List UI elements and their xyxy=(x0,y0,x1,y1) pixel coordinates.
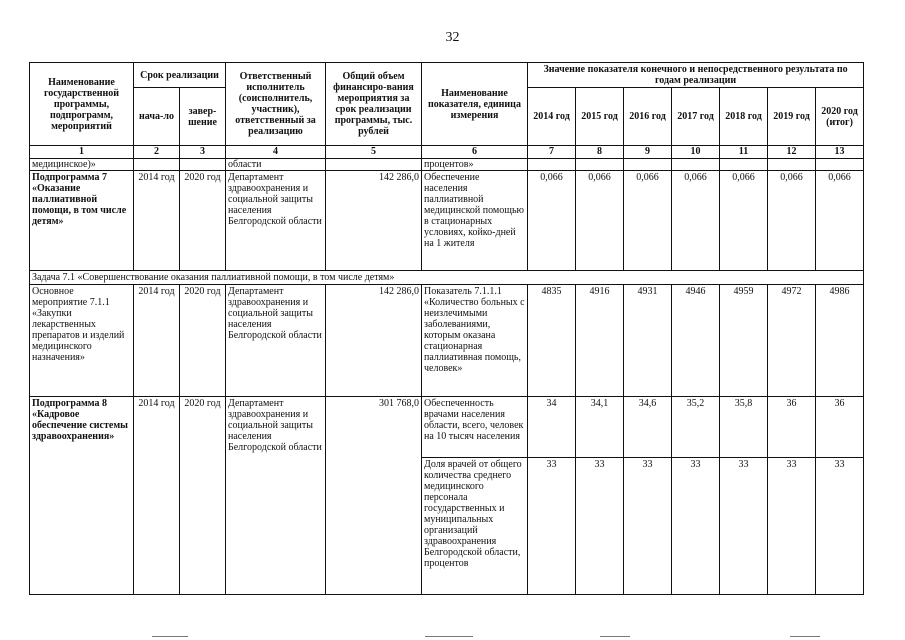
row-value: 33 xyxy=(672,458,720,595)
column-number: 1 xyxy=(30,146,134,159)
header-start: нача-ло xyxy=(134,88,180,146)
row-start: 2014 год xyxy=(134,285,180,397)
header-name: Наименование государственной программы, подпрограмм, мероприятий xyxy=(30,63,134,146)
row-name: Основное мероприятие 7.1.1 «Закупки лекарственных препаратов и изделий медицинского назначения» xyxy=(30,285,134,397)
column-numbers-row xyxy=(30,146,864,159)
row-value: 0,066 xyxy=(768,171,816,271)
row-value: 0,066 xyxy=(528,171,576,271)
column-number: 4 xyxy=(226,146,326,159)
row-value: 0,066 xyxy=(720,171,768,271)
row-value: 0,066 xyxy=(576,171,624,271)
column-number: 5 xyxy=(326,146,422,159)
header-year: 2015 год xyxy=(576,88,624,146)
row-value: 33 xyxy=(720,458,768,595)
scan-artifact-line xyxy=(790,636,820,637)
scan-artifact-line xyxy=(152,636,188,637)
row-value: 35,8 xyxy=(720,397,768,458)
row-value: 4972 xyxy=(768,285,816,397)
scan-artifact-line xyxy=(425,636,473,637)
column-number: 6 xyxy=(422,146,528,159)
continuation-name: медицинское)» xyxy=(30,159,134,171)
header-year: 2014 год xyxy=(528,88,576,146)
header-values-group: Значение показателя конечного и непосредственного результата по годам реализации xyxy=(528,63,864,88)
header-term: Срок реализации xyxy=(134,63,226,88)
column-number: 10 xyxy=(672,146,720,159)
header-indicator: Наименование показателя, единица измерения xyxy=(422,63,528,146)
row-end: 2020 год xyxy=(180,171,226,271)
column-number: 3 xyxy=(180,146,226,159)
row-executor: Департамент здравоохранения и социальной защиты населения Белгородской области xyxy=(226,397,326,595)
table-row xyxy=(30,171,864,271)
row-indicator: Доля врачей от общего количества среднего медицинского персонала государственных и муниципальных организаций здравоохранения Белгородской области, процентов xyxy=(422,458,528,595)
row-value: 33 xyxy=(816,458,864,595)
continuation-executor: области xyxy=(226,159,326,171)
column-number: 7 xyxy=(528,146,576,159)
row-executor: Департамент здравоохранения и социальной защиты населения Белгородской области xyxy=(226,171,326,271)
row-value: 33 xyxy=(528,458,576,595)
header-executor: Ответственный исполнитель (соисполнитель, участник), ответственный за реализацию xyxy=(226,63,326,146)
row-value: 34 xyxy=(528,397,576,458)
row-value: 33 xyxy=(576,458,624,595)
row-start: 2014 год xyxy=(134,397,180,595)
column-number: 12 xyxy=(768,146,816,159)
row-executor: Департамент здравоохранения и социальной защиты населения Белгородской области xyxy=(226,285,326,397)
program-table xyxy=(29,62,864,595)
column-number: 13 xyxy=(816,146,864,159)
row-end: 2020 год xyxy=(180,397,226,595)
row-indicator: Обеспеченность врачами населения области, всего, человек на 10 тысяч населения xyxy=(422,397,528,458)
task-title: Задача 7.1 «Совершенствование оказания паллиативной помощи, в том числе детям» xyxy=(30,271,864,285)
header-year: 2020 год (итог) xyxy=(816,88,864,146)
column-number: 11 xyxy=(720,146,768,159)
header-end: завер-шение xyxy=(180,88,226,146)
table-row xyxy=(30,285,864,397)
row-value: 0,066 xyxy=(672,171,720,271)
scan-artifact-line xyxy=(600,636,630,637)
row-value: 36 xyxy=(768,397,816,458)
row-value: 4986 xyxy=(816,285,864,397)
row-value: 4959 xyxy=(720,285,768,397)
row-value: 4946 xyxy=(672,285,720,397)
column-number: 8 xyxy=(576,146,624,159)
header-funding: Общий объем финансиро-вания мероприятия за срок реализации программы, тыс. рублей xyxy=(326,63,422,146)
row-funding: 142 286,0 xyxy=(326,285,422,397)
row-end: 2020 год xyxy=(180,285,226,397)
column-number: 9 xyxy=(624,146,672,159)
row-value: 4931 xyxy=(624,285,672,397)
row-value: 33 xyxy=(768,458,816,595)
page-number: 32 xyxy=(445,30,460,45)
row-indicator: Показатель 7.1.1.1 «Количество больных с неизлечимыми заболеваниями, которым оказана стационарная паллиативная помощь, человек» xyxy=(422,285,528,397)
header-year: 2017 год xyxy=(672,88,720,146)
row-start: 2014 год xyxy=(134,171,180,271)
table-row xyxy=(30,397,864,458)
row-value: 34,1 xyxy=(576,397,624,458)
column-number: 2 xyxy=(134,146,180,159)
row-name: Подпрограмма 7 «Оказание паллиативной помощи, в том числе детям» xyxy=(30,171,134,271)
row-value: 0,066 xyxy=(816,171,864,271)
row-value: 4835 xyxy=(528,285,576,397)
row-value: 35,2 xyxy=(672,397,720,458)
row-value: 34,6 xyxy=(624,397,672,458)
task-row xyxy=(30,271,864,285)
row-value: 33 xyxy=(624,458,672,595)
row-funding: 301 768,0 xyxy=(326,397,422,595)
row-indicator: Обеспечение населения паллиативной медицинской помощью в стационарных условиях, койко-дней на 1 жителя xyxy=(422,171,528,271)
header-year: 2018 год xyxy=(720,88,768,146)
row-funding: 142 286,0 xyxy=(326,171,422,271)
header-year: 2016 год xyxy=(624,88,672,146)
row-value: 0,066 xyxy=(624,171,672,271)
continuation-row xyxy=(30,159,864,171)
row-value: 4916 xyxy=(576,285,624,397)
continuation-indicator: процентов» xyxy=(422,159,528,171)
row-name: Подпрограмма 8 «Кадровое обеспечение системы здравоохранения» xyxy=(30,397,134,595)
header-year: 2019 год xyxy=(768,88,816,146)
row-value: 36 xyxy=(816,397,864,458)
